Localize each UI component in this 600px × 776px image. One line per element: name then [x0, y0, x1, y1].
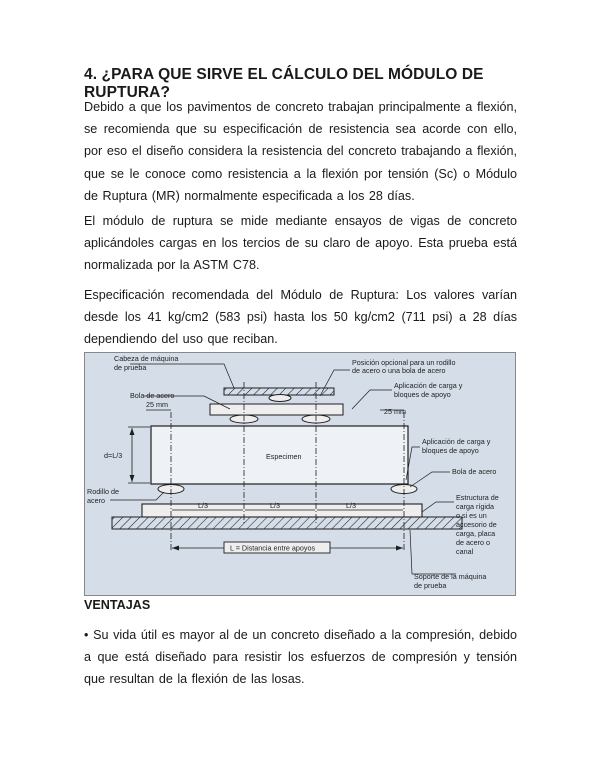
label-estructura-7: canal	[456, 547, 474, 556]
label-third-3: L/3	[346, 501, 356, 510]
label-estructura-5: carga, placa	[456, 529, 496, 538]
label-cabeza-1: Cabeza de máquina	[114, 354, 179, 363]
machine-support-base	[112, 517, 462, 529]
label-cabeza-2: de prueba	[114, 363, 147, 372]
label-estructura-2: carga rígida	[456, 502, 494, 511]
label-aplicacion-top-1: Aplicación de carga y	[394, 381, 463, 390]
label-estructura-4: accesorio de	[456, 520, 497, 529]
top-steel-ball	[269, 395, 291, 402]
label-posicion-1: Posición opcional para un rodillo	[352, 358, 456, 367]
paragraph-especificacion: Especificación recomendada del Módulo de Ruptura: Los valores varían desde los 41 kg/cm2 (583 psi) hasta los 50 kg/cm2 (711 psi) a 28 días dependiendo del uso que reciban.	[84, 288, 517, 347]
paragraph-modulo-ensayo: El módulo de ruptura se mide mediante ensayos de vigas de concreto aplicándoles cargas en los tercios de su claro de apoyo. Esta prueba está normalizada por la ASTM C78.	[84, 214, 517, 273]
paragraph-ventaja-1: • Su vida útil es mayor al de un concreto diseñado a la compresión, debido a que está diseñado para resistir los esfuerzos de compresión y tensión que resultan de la flexión de las losas.	[84, 628, 517, 687]
label-rodillo-1: Rodillo de	[87, 487, 119, 496]
label-posicion-2: de acero o una bola de acero	[352, 366, 446, 375]
label-estructura-6: de acero o	[456, 538, 490, 547]
label-25mm-left: 25 mm	[146, 400, 168, 409]
flexural-test-diagram	[84, 352, 516, 596]
label-bola-top: Bola de acero	[130, 391, 175, 400]
label-bola-right: Bola de acero	[452, 467, 497, 476]
label-third-1: L/3	[198, 501, 208, 510]
label-especimen: Especimen	[266, 452, 302, 461]
label-aplicacion-mid-1: Aplicación de carga y	[422, 437, 491, 446]
label-25mm-right: 25 mm	[384, 407, 406, 416]
label-estructura-1: Estructura de	[456, 493, 499, 502]
label-soporte-2: de prueba	[414, 581, 447, 590]
label-aplicacion-top-2: bloques de apoyo	[394, 390, 451, 399]
section-heading: 4. ¿PARA QUE SIRVE EL CÁLCULO DEL MÓDULO DE RUPTURA?	[84, 66, 484, 101]
load-distribution-plate	[210, 404, 343, 415]
machine-head	[224, 388, 334, 395]
ventajas-heading: VENTAJAS	[84, 598, 151, 612]
label-third-2: L/3	[270, 501, 280, 510]
label-rodillo-2: acero	[87, 496, 105, 505]
paragraph-flexion: Debido a que los pavimentos de concreto trabajan principalmente a flexión, se recomienda que su especificación de resistencia sea acorde con ello, por eso el diseño considera la resistencia del concreto trabajando a flexión, que se le conoce como resistencia a la flexión por tensión (Sc) o Módulo de Ruptura (MR) normalmente especificada a los 28 días.	[84, 100, 517, 203]
label-estructura-3: o si es un	[456, 511, 487, 520]
label-aplicacion-mid-2: bloques de apoyo	[422, 446, 479, 455]
rigid-load-structure	[142, 504, 422, 517]
label-d: d=L/3	[104, 451, 123, 460]
label-distancia: L = Distancia entre apoyos	[230, 543, 316, 553]
label-soporte-1: Soporte de la máquina	[414, 572, 487, 581]
